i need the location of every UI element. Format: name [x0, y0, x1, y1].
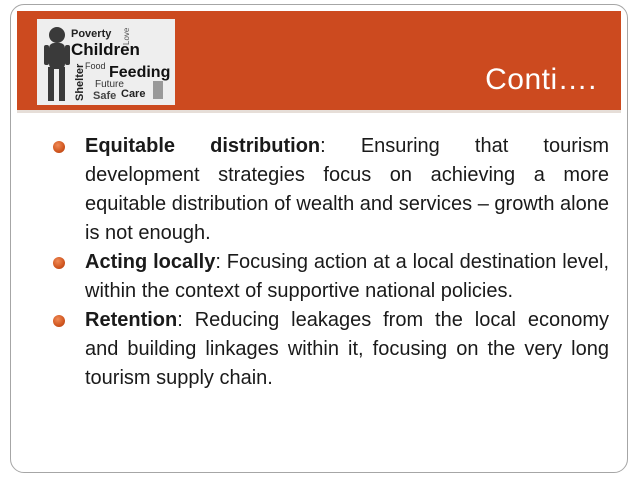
- logo-word-love: Love: [122, 27, 131, 45]
- logo-word-food: Food: [85, 61, 106, 71]
- bullet-item: [51, 248, 609, 306]
- logo-word-feeding: Feeding: [109, 64, 171, 81]
- bullet-term: Equitable distribution: [85, 135, 321, 157]
- slide-title: Conti….: [485, 63, 597, 96]
- logo-word-safe: Safe: [93, 90, 117, 102]
- bullet-icon: [53, 141, 65, 153]
- bullet-icon: [53, 315, 65, 327]
- header-rule: [17, 110, 621, 113]
- logo-word-poverty: Poverty: [71, 28, 112, 40]
- bullet-text: : Reducing leakages from the local economy and building linkages within it, focusing on the very long tourism supply chain.: [85, 309, 609, 389]
- logo-word-care: Care: [121, 88, 146, 100]
- bullet-item: [51, 306, 609, 393]
- bullet-term: Acting locally: [85, 251, 216, 273]
- bullet-list: [51, 132, 609, 393]
- logo-word-future: Future: [95, 79, 124, 90]
- logo-word-children: Children: [71, 40, 140, 59]
- logo-word-shelter: Shelter: [74, 63, 86, 101]
- word-cloud-logo: [37, 19, 175, 105]
- bullet-term: Retention: [85, 309, 178, 331]
- bullet-item: [51, 132, 609, 248]
- slide-frame: [10, 4, 628, 473]
- bullet-text: : Ensuring that tourism development strategies focus on achieving a more equitable distribution of wealth and services – growth alone is not enough.: [85, 135, 609, 244]
- word-cloud-image: [37, 19, 175, 105]
- bullet-text: : Focusing action at a local destination level, within the context of supportive national policies.: [85, 251, 609, 302]
- bullet-icon: [53, 257, 65, 269]
